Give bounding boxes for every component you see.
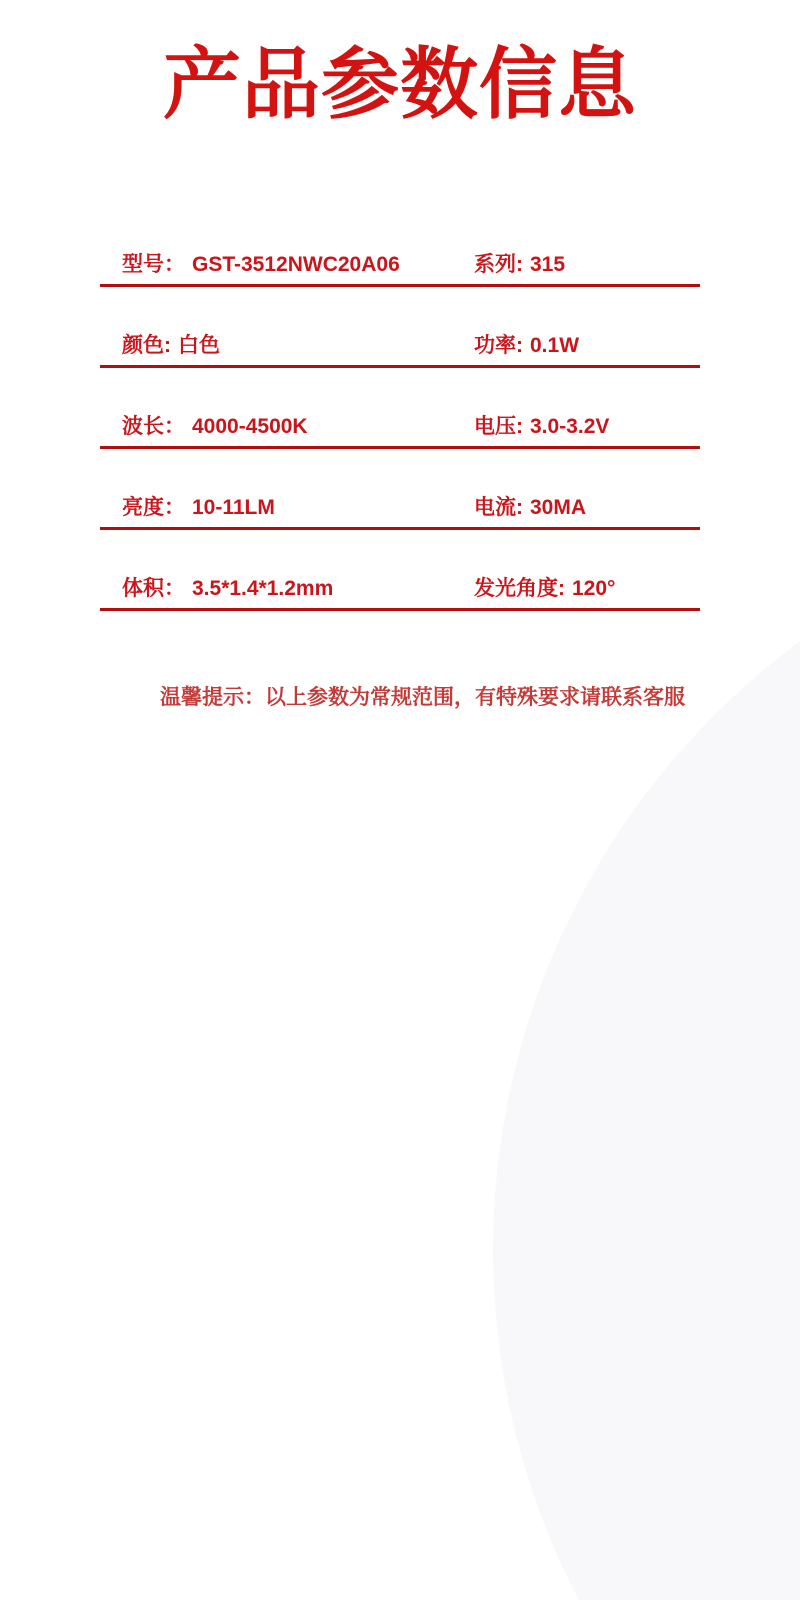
spec-cell-brightness	[122, 491, 275, 521]
spec-cell-wavelength	[122, 410, 308, 440]
spec-value: 10-11LM	[192, 496, 275, 519]
spec-row-brightness-current	[100, 449, 700, 530]
spec-cell-beam-angle	[474, 572, 615, 602]
spec-label: 功率:	[474, 334, 523, 357]
spec-value: 3.5*1.4*1.2mm	[192, 577, 334, 600]
spec-row-size-angle	[100, 530, 700, 611]
spec-cell-power	[474, 329, 579, 359]
spec-label: 颜色:	[122, 334, 171, 357]
spec-cell-current	[474, 491, 586, 521]
spec-value: 3.0-3.2V	[530, 415, 610, 438]
spec-value: 315	[530, 253, 566, 276]
spec-label: 电流:	[474, 496, 523, 519]
spec-label: 亮度：	[122, 496, 185, 519]
spec-value: 4000-4500K	[192, 415, 308, 438]
spec-row-wavelength-voltage	[100, 368, 700, 449]
spec-cell-model	[122, 248, 400, 278]
spec-label: 体积：	[122, 577, 185, 600]
spec-label: 型号：	[122, 253, 185, 276]
spec-value: 0.1W	[530, 334, 580, 357]
spec-cell-voltage	[474, 410, 609, 440]
spec-label: 电压:	[474, 415, 523, 438]
spec-cell-series	[474, 248, 565, 278]
spec-label: 发光角度:	[474, 577, 565, 600]
decorative-corner-arc	[493, 493, 800, 1600]
spec-value: 30MA	[530, 496, 587, 519]
spec-value: GST-3512NWC20A06	[192, 253, 400, 276]
spec-cell-color	[122, 329, 220, 359]
spec-row-color-power	[100, 287, 700, 368]
spec-row-model-series	[100, 206, 700, 287]
spec-cell-size	[122, 572, 333, 602]
spec-value: 120°	[572, 577, 616, 600]
spec-value: 白色	[178, 334, 220, 357]
footer-tip: 温馨提示：以上参数为常规范围，有特殊要求请联系客服	[160, 686, 685, 709]
spec-label: 系列:	[474, 253, 523, 276]
spec-label: 波长：	[122, 415, 185, 438]
page-title: 产品参数信息	[162, 40, 637, 128]
spec-table	[100, 206, 700, 611]
